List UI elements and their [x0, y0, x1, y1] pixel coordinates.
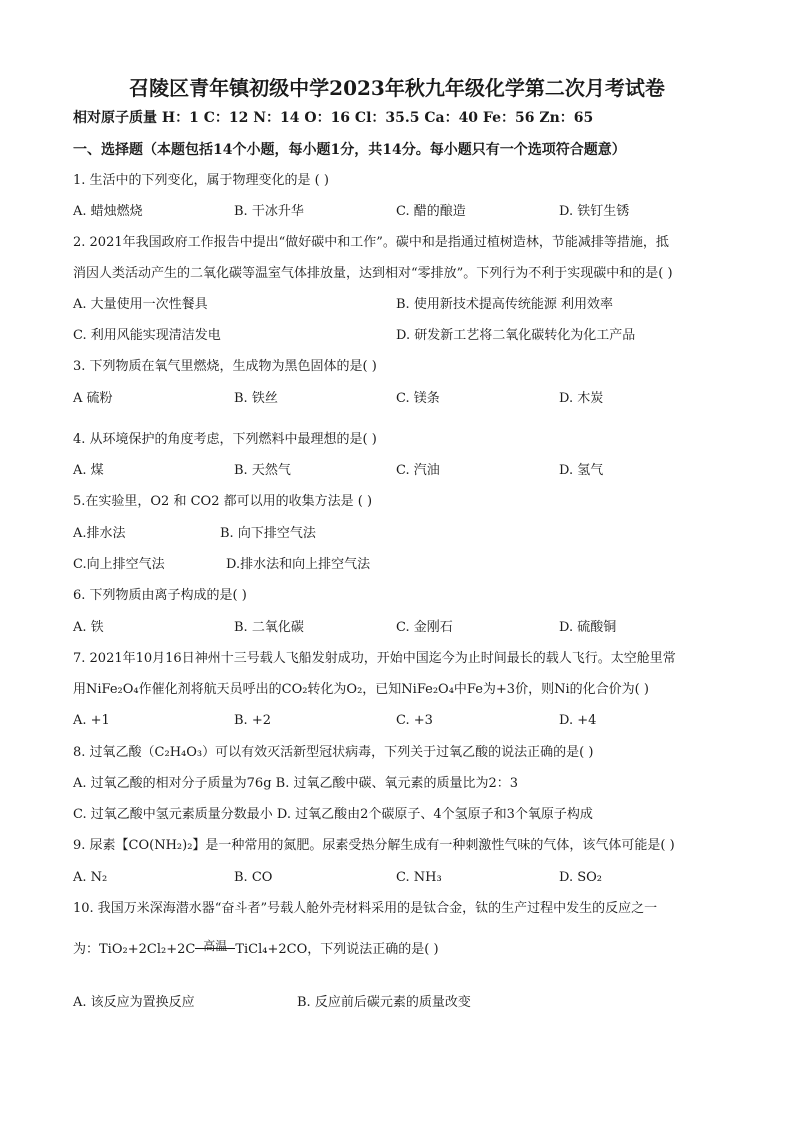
question-5-stem: 5.在实验里，O2 和 CO2 都可以用的收集方法是 ( ): [73, 494, 373, 509]
q10-option-a: A. 该反应为置换反应: [73, 995, 195, 1010]
question-10-stem: 10. 我国万米深海潜水器“奋斗者”号载人舱外壳材料采用的是钛合金，钛的生产过程中发生的反应之一: [73, 901, 658, 916]
question-2-stem-line2: 消因人类活动产生的二氧化碳等温室气体排放量，达到相对“零排放”。下列行为不利于实现碳中和的是( ): [73, 266, 673, 281]
question-7-stem-line2: 用NiFe₂O₄作催化剂将航天员呼出的CO₂转化为O₂，已知NiFe₂O₄中Fe为+3价，则Ni的化合价为( ): [73, 682, 649, 697]
question-9-stem: 9. 尿素【CO(NH₂)₂】是一种常用的氮肥。尿素受热分解生成有一种刺激性气味的气体，该气体可能是( ): [73, 838, 675, 853]
q2-option-a: A. 大量使用一次性餐具: [73, 297, 208, 312]
equation-products: TiCl₄+2CO: [235, 942, 308, 957]
equation-prefix: 为：: [73, 942, 100, 957]
q1-option-a: A. 蜡烛燃烧: [73, 204, 143, 219]
q7-option-b: B. +2: [234, 713, 271, 728]
q1-option-d: D. 铁钉生锈: [559, 204, 630, 219]
q1-option-b: B. 干冰升华: [234, 204, 304, 219]
question-10-equation: [73, 938, 439, 957]
q1-option-c: C. 醋的酿造: [396, 204, 466, 219]
q7-option-d: D. +4: [559, 713, 597, 728]
q6-option-c: C. 金刚石: [396, 620, 453, 635]
q5-option-c: C.向上排空气法: [73, 557, 165, 572]
q3-option-c: C. 镁条: [396, 391, 440, 406]
question-3-stem: 3. 下列物质在氧气里燃烧，生成物为黑色固体的是( ): [73, 359, 377, 374]
q9-option-a: A. N₂: [73, 870, 108, 885]
question-6-stem: 6. 下列物质由离子构成的是( ): [73, 588, 247, 603]
q4-option-b: B. 天然气: [234, 463, 291, 478]
q7-option-c: C. +3: [396, 713, 433, 728]
q4-option-a: A. 煤: [73, 463, 104, 478]
q3-option-d: D. 木炭: [559, 391, 604, 406]
question-4-stem: 4. 从环境保护的角度考虑，下列燃料中最理想的是( ): [73, 432, 377, 447]
q3-option-a: A 硫粉: [73, 391, 113, 406]
reaction-condition: 高温: [203, 939, 228, 953]
q9-option-c: C. NH₃: [396, 870, 442, 885]
q2-option-c: C. 利用风能实现清洁发电: [73, 328, 221, 343]
q6-option-d: D. 硫酸铜: [559, 620, 617, 635]
exam-title: 召陵区青年镇初级中学2023年秋九年级化学第二次月考试卷: [129, 76, 665, 100]
q5-option-b: B. 向下排空气法: [220, 526, 316, 541]
question-1-stem: 1. 生活中的下列变化，属于物理变化的是 ( ): [73, 173, 329, 188]
q9-option-b: B. CO: [234, 870, 273, 885]
q9-option-d: D. SO₂: [559, 870, 602, 885]
q8-options-ab: A. 过氧乙酸的相对分子质量为76g B. 过氧乙酸中碳、氧元素的质量比为2：3: [73, 776, 519, 791]
q3-option-b: B. 铁丝: [234, 391, 278, 406]
q4-option-c: C. 汽油: [396, 463, 440, 478]
section-heading: 一、选择题（本题包括14个小题，每小题1分，共14分。每小题只有一个选项符合题意）: [73, 142, 626, 158]
q7-option-a: A. +1: [73, 713, 110, 728]
q2-option-b: B. 使用新技术提高传统能源 利用效率: [396, 297, 613, 312]
q8-options-cd: C. 过氧乙酸中氢元素质量分数最小 D. 过氧乙酸由2个碳原子、4个氢原子和3个氧原子构成: [73, 807, 593, 822]
question-7-stem-line1: 7. 2021年10月16日神州十三号载人飞船发射成功，开始中国迄今为止时间最长的载人飞行。太空舱里常: [73, 651, 676, 666]
equation-reactants: TiO₂+2Cl₂+2C: [99, 942, 196, 957]
q6-option-a: A. 铁: [73, 620, 104, 635]
question-8-stem: 8. 过氧乙酸（C₂H₄O₃）可以有效灭活新型冠状病毒，下列关于过氧乙酸的说法正确的是( ): [73, 745, 594, 760]
question-2-stem-line1: 2. 2021年我国政府工作报告中提出“做好碳中和工作”。碳中和是指通过植树造林，节能减排等措施，抵: [73, 235, 669, 250]
equation-suffix: ，下列说法正确的是( ): [307, 942, 439, 957]
atomic-masses: 相对原子质量 H：1 C：12 N：14 O：16 Cl：35.5 Ca：40 Fe：56 Zn：65: [73, 110, 594, 126]
q10-option-b: B. 反应前后碳元素的质量改变: [297, 995, 471, 1010]
q4-option-d: D. 氢气: [559, 463, 604, 478]
q6-option-b: B. 二氧化碳: [234, 620, 304, 635]
q5-option-a: A.排水法: [73, 526, 126, 541]
q2-option-d: D. 研发新工艺将二氧化碳转化为化工产品: [396, 328, 636, 343]
q5-option-d: D.排水法和向上排空气法: [226, 557, 371, 572]
